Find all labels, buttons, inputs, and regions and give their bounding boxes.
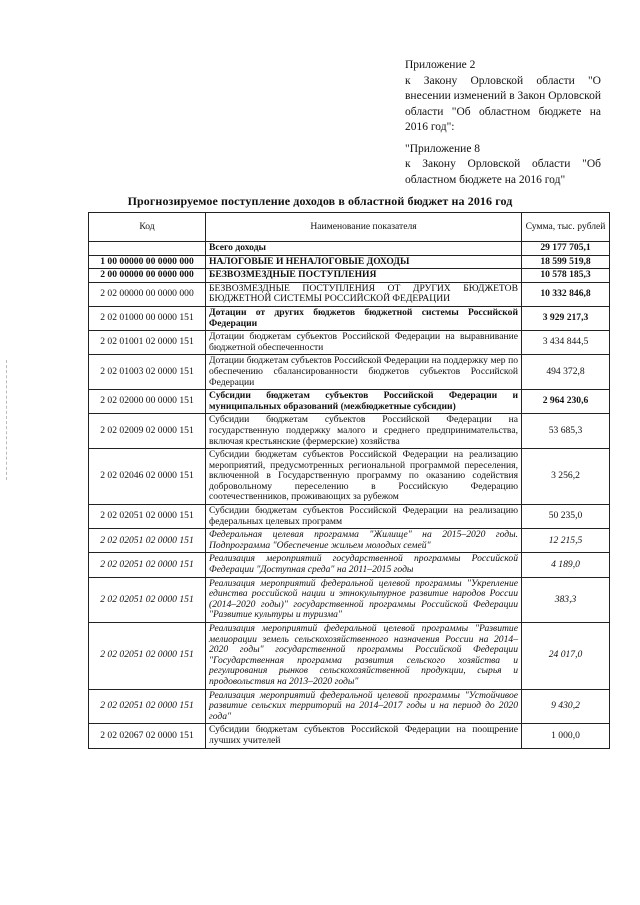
row-code: 2 02 02051 02 0000 151 — [89, 577, 206, 622]
table-row — [89, 242, 610, 256]
row-amount: 1 000,0 — [522, 724, 610, 748]
row-code: 1 00 00000 00 0000 000 — [89, 255, 206, 269]
row-amount: 50 235,0 — [522, 505, 610, 529]
row-amount: 2 964 230,6 — [522, 390, 610, 414]
row-name: НАЛОГОВЫЕ И НЕНАЛОГОВЫЕ ДОХОДЫ — [206, 255, 522, 269]
table-row — [89, 553, 610, 577]
table-row — [89, 306, 610, 330]
row-code: 2 02 02051 02 0000 151 — [89, 553, 206, 577]
row-code: 2 00 00000 00 0000 000 — [89, 269, 206, 283]
row-amount: 29 177 705,1 — [522, 242, 610, 256]
header-block — [405, 58, 601, 188]
table-row — [89, 505, 610, 529]
appendix-text: к Закону Орловской области "О внесении изменений в Закон Орловской области "Об областном бюджете на 2016 год": — [405, 74, 601, 133]
row-code: 2 02 01003 02 0000 151 — [89, 355, 206, 390]
row-code: 2 02 01001 02 0000 151 — [89, 331, 206, 355]
table-row — [89, 724, 610, 748]
row-code: 2 02 01000 00 0000 151 — [89, 306, 206, 330]
row-amount: 383,3 — [522, 577, 610, 622]
row-code: 2 02 02051 02 0000 151 — [89, 623, 206, 690]
row-name: Дотации бюджетам субъектов Российской Федерации на поддержку мер по обеспечению сбалансированности бюджетов субъектов Российской Федерации — [206, 355, 522, 390]
row-code: 2 02 02051 02 0000 151 — [89, 689, 206, 724]
row-amount: 18 599 519,8 — [522, 255, 610, 269]
scan-margin-mark — [6, 360, 8, 480]
row-code: 2 02 02051 02 0000 151 — [89, 505, 206, 529]
appendix-number: Приложение 2 — [405, 59, 476, 71]
table-row — [89, 577, 610, 622]
table-row — [89, 623, 610, 690]
row-code: 2 02 00000 00 0000 000 — [89, 282, 206, 306]
table-row — [89, 331, 610, 355]
row-amount: 9 430,2 — [522, 689, 610, 724]
row-name: Субсидии бюджетам субъектов Российской Федерации на реализацию мероприятий, предусмотренных региональной программой переселения, включенной в Государственную программу по оказанию содействия добровольному переселению в Российскую Федерацию соотечественников, проживающих за рубежом — [206, 449, 522, 505]
row-name: БЕЗВОЗМЕЗДНЫЕ ПОСТУПЛЕНИЯ ОТ ДРУГИХ БЮДЖЕТОВ БЮДЖЕТНОЙ СИСТЕМЫ РОССИЙСКОЙ ФЕДЕРАЦИИ — [206, 282, 522, 306]
row-name: Дотации бюджетам субъектов Российской Федерации на выравнивание бюджетной обеспеченности — [206, 331, 522, 355]
row-amount: 10 332 846,8 — [522, 282, 610, 306]
row-name: Субсидии бюджетам субъектов Российской Федерации на реализацию федеральных целевых программ — [206, 505, 522, 529]
table-row — [89, 282, 610, 306]
row-amount: 12 215,5 — [522, 529, 610, 553]
row-name: Федеральная целевая программа "Жилище" на 2015–2020 годы. Подпрограмма "Обеспечение жильем молодых семей" — [206, 529, 522, 553]
row-name: Реализация мероприятий федеральной целевой программы "Укрепление единства российской нации и этнокультурное развитие народов России (2014–2020 годы)" государственной программы Российской Федерации "Развитие культуры и туризма" — [206, 577, 522, 622]
appendix8-number: "Приложение 8 — [405, 142, 481, 155]
row-code: 2 02 02067 02 0000 151 — [89, 724, 206, 748]
row-amount: 3 256,2 — [522, 449, 610, 505]
table-row — [89, 255, 610, 269]
header-code: Код — [89, 213, 206, 242]
table-row — [89, 390, 610, 414]
row-name: БЕЗВОЗМЕЗДНЫЕ ПОСТУПЛЕНИЯ — [206, 269, 522, 283]
row-amount: 53 685,3 — [522, 414, 610, 449]
row-name: Реализация мероприятий федеральной целевой программы "Развитие мелиорации земель сельскохозяйственного назначения России на 2014–2020 годы" государственной программы Российской Федерации "Государственная программа развития сельского хозяйства и регулирования рынков сельскохозяйственной продукции, сырья и продовольствия на 2013–2020 годы" — [206, 623, 522, 690]
row-amount: 3 434 844,5 — [522, 331, 610, 355]
row-name: Субсидии бюджетам субъектов Российской Федерации на государственную поддержку малого и среднего предпринимательства, включая крестьянские (фермерские) хозяйства — [206, 414, 522, 449]
row-name: Реализация мероприятий государственной программы Российской Федерации "Доступная среда" на 2011–2015 годы — [206, 553, 522, 577]
row-code: 2 02 02009 02 0000 151 — [89, 414, 206, 449]
row-code: 2 02 02051 02 0000 151 — [89, 529, 206, 553]
table-row — [89, 414, 610, 449]
table-row — [89, 449, 610, 505]
row-code — [89, 242, 206, 256]
revenue-table — [88, 212, 610, 749]
header-name: Наименование показателя — [206, 213, 522, 242]
table-row — [89, 355, 610, 390]
row-amount: 24 017,0 — [522, 623, 610, 690]
row-name: Реализация мероприятий федеральной целевой программы "Устойчивое развитие сельских территорий на 2014–2017 годы и на период до 2020 года" — [206, 689, 522, 724]
row-name: Всего доходы — [206, 242, 522, 256]
appendix8-text: к Закону Орловской области "Об областном бюджете на 2016 год" — [405, 158, 601, 186]
table-row — [89, 689, 610, 724]
row-amount: 10 578 185,3 — [522, 269, 610, 283]
row-amount: 3 929 217,3 — [522, 306, 610, 330]
table-header-row — [89, 213, 610, 242]
table-row — [89, 529, 610, 553]
row-amount: 4 189,0 — [522, 553, 610, 577]
table-row — [89, 269, 610, 283]
row-name: Дотации от других бюджетов бюджетной системы Российской Федерации — [206, 306, 522, 330]
row-code: 2 02 02000 00 0000 151 — [89, 390, 206, 414]
row-code: 2 02 02046 02 0000 151 — [89, 449, 206, 505]
page-title: Прогнозируемое поступление доходов в областной бюджет на 2016 год — [127, 194, 513, 208]
row-name: Субсидии бюджетам субъектов Российской Федерации и муниципальных образований (межбюджетные субсидии) — [206, 390, 522, 414]
row-amount: 494 372,8 — [522, 355, 610, 390]
header-amount: Сумма, тыс. рублей — [522, 213, 610, 242]
row-name: Субсидии бюджетам субъектов Российской Федерации на поощрение лучших учителей — [206, 724, 522, 748]
